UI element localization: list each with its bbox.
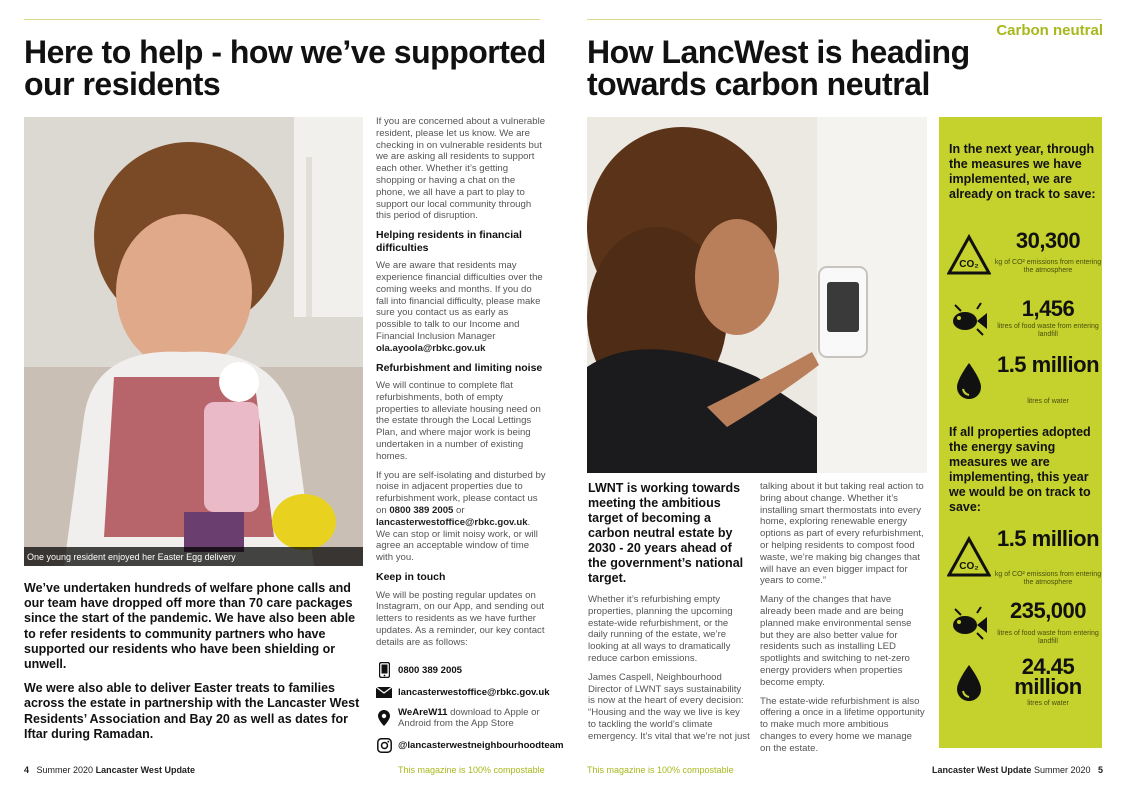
right-title-line1: How LancWest is heading <box>587 34 970 70</box>
left-page-title <box>24 36 554 100</box>
contact-instagram[interactable] <box>376 738 564 753</box>
child-easter-photo <box>24 117 363 566</box>
envelope-icon <box>376 687 392 698</box>
right-col2-paragraph-1: talking about it but taking real action to bring about change. Whether it’s installing smart thermostats into every home, exploring renewable energy options as part of every refurbishment, or helping residents to compost food waste, we’re making big changes that will have an even bigger impact for years to come.” <box>760 481 924 587</box>
child-illustration <box>24 117 363 566</box>
contact-list <box>376 662 564 753</box>
stat-value: 1.5 million <box>996 352 1100 377</box>
left-compost-note: This magazine is 100% compostable <box>398 765 545 775</box>
panel-heading-2: If all properties adopted the energy saving measures we are implementing, this year we would be on track to save: <box>949 425 1091 514</box>
left-lead-paragraph-2: We were also able to deliver Easter treats to families across the estate in partnership with the Lancaster West Residents’ Association and Bay 20 as well as dates for Iftar during Ramadan. <box>24 681 360 741</box>
section-tag: Carbon neutral <box>996 22 1103 39</box>
top-rule-right <box>587 19 1102 20</box>
instagram-icon <box>376 738 392 753</box>
stat-co2-year <box>947 225 1102 285</box>
right-title-line2: towards carbon neutral <box>587 66 930 102</box>
contact-app[interactable] <box>376 707 546 729</box>
fish-bones-icon <box>947 601 991 645</box>
right-page-title <box>587 36 1007 100</box>
stat-label: kg of CO² emissions from entering the atmosphere <box>994 571 1102 586</box>
stat-food-year <box>947 289 1097 349</box>
carbon-savings-panel <box>939 117 1102 748</box>
right-col1-paragraph-2: James Caspell, Neighbourhood Director of LWNT says sustainability is now at the heart of every decision: “Housing and the way we live is key to tackling the world’s climate emergency. It’s vital that we’re not just <box>588 671 750 742</box>
right-text-column-1 <box>588 594 750 750</box>
stat-label: litres of water <box>1027 700 1069 707</box>
stat-value: 30,300 <box>1015 228 1081 253</box>
co2-triangle-icon <box>947 233 991 277</box>
refurb-paragraph: We will continue to complete flat refurbishments, both of empty properties to alleviate housing need on the estate through the Local Lettings Plan, and where major work is being undertaken in a number of existing homes. <box>376 380 541 462</box>
left-text-column <box>376 116 564 762</box>
right-text-column-2 <box>760 481 925 762</box>
stat-water-year <box>947 351 1100 411</box>
left-title-line1: Here to help - how we’ve supported <box>24 34 546 70</box>
stat-co2-all <box>947 526 1102 587</box>
contact-email[interactable] <box>376 687 550 699</box>
financial-email-link[interactable]: ola.ayoola@rbkc.gov.uk <box>376 342 486 354</box>
fish-bones-icon <box>947 297 991 341</box>
heading-keep-in-touch: Keep in touch <box>376 571 446 583</box>
stat-food-all <box>947 593 1097 653</box>
panel-heading-1: In the next year, through the measures we have implemented, we are already on track to save: <box>949 142 1096 201</box>
stat-label: litres of water <box>1027 398 1069 405</box>
left-title-line2: our residents <box>24 66 221 102</box>
left-footer-pub: Lancaster West Update <box>95 765 195 775</box>
right-footer <box>932 765 1103 775</box>
touch-paragraph: We will be posting regular updates on Instagram, on our App, and sending out letters to residents as we have further updates. As a reminder, our key contact details are as follows: <box>376 589 545 648</box>
phone-icon <box>376 662 392 678</box>
contact-email-text: lancasterwestoffice@rbkc.gov.uk <box>398 687 550 699</box>
contact-app-desc: download to Apple or Android from the App Store <box>398 707 540 730</box>
stat-value: 235,000 <box>1009 598 1087 623</box>
right-page-number: 5 <box>1097 765 1103 775</box>
contact-phone-text: 0800 389 2005 <box>398 664 463 676</box>
right-footer-pub: Lancaster West Update <box>932 765 1032 775</box>
right-col1-paragraph-1: Whether it’s refurbishing empty properties, planning the upcoming estate-wide refurbishment, or the daily running of the estate, we’re looking at all ways to dramatically reduce carbon emissions. <box>588 594 733 664</box>
photo-caption: One young resident enjoyed her Easter Egg delivery <box>27 552 236 562</box>
svg-text:CO₂: CO₂ <box>959 259 979 270</box>
right-footer-issue: Summer 2020 <box>1033 765 1091 775</box>
woman-thermostat-illustration <box>587 117 927 473</box>
co2-triangle-icon <box>947 535 991 579</box>
stat-label: kg of CO² emissions from entering the atmosphere <box>994 259 1102 274</box>
contact-instagram-text: @lancasterwestneighbourhoodteam <box>398 740 564 752</box>
right-col2-paragraph-2: Many of the changes that have already been made and are being planned make environmental sense but they are also better value for residents such as installing LED spotlights and switching to net-zero energy providers when properties become empty. <box>760 594 912 688</box>
stat-label: litres of food waste from entering landfill <box>997 630 1099 645</box>
left-footer <box>24 765 195 775</box>
heading-refurb: Refurbishment and limiting noise <box>376 361 543 374</box>
stat-value: 1,456 <box>1021 296 1075 321</box>
left-footer-issue: Summer 2020 <box>36 765 94 775</box>
intro-paragraph: If you are concerned about a vulnerable resident, please let us know. We are checking in on vulnerable residents but we are asking all residents to support each other. Whether it’s getting shopping or having a chat on the phone, we all have a part to play to support our local community through this period of disruption. <box>376 116 546 222</box>
right-col2-paragraph-3: The estate-wide refurbishment is also offering a once in a lifetime opportunity to make much more ambitious changes to every home we manage on the estate. <box>760 695 925 754</box>
left-page-number: 4 <box>24 765 30 775</box>
contact-phone[interactable] <box>376 662 546 678</box>
water-drop-icon <box>947 359 991 403</box>
right-compost-note: This magazine is 100% compostable <box>587 765 734 775</box>
stat-label: litres of food waste from entering landfill <box>997 323 1099 338</box>
thermostat-photo <box>587 117 927 473</box>
svg-text:CO₂: CO₂ <box>959 561 979 572</box>
noise-paragraph: If you are self-isolating and disturbed by noise in adjacent properties due to refurbishment work, please contact us on 0800 389 2005 or lancasterwestoffice@rbkc.gov.uk. We can stop or limit noisy work, or will agree an acceptable window of time with you. <box>376 469 546 564</box>
noise-email-link[interactable]: lancasterwestoffice@rbkc.gov.uk <box>376 516 528 528</box>
left-lead-paragraph-1: We’ve undertaken hundreds of welfare phone calls and our team have dropped off more than 70 care packages since the start of the pandemic. We have also been able to refer residents to community partners who have supported our residents who have been shielding or unwell. <box>24 581 356 672</box>
water-drop-icon <box>947 661 991 705</box>
stat-value: 24.45 million <box>1014 654 1082 699</box>
location-pin-icon <box>376 710 392 726</box>
heading-financial: Helping residents in financial difficulties <box>376 229 522 254</box>
top-rule-left <box>24 19 540 20</box>
financial-paragraph: We are aware that residents may experience financial difficulties over the coming weeks and months. If you do fall into financial difficulty, please make sure you contact us as early as possible to talk to our Income and Financial Inclusion Manager ola.ayoola@rbkc.gov.uk <box>376 260 543 354</box>
stat-value: 1.5 million <box>996 526 1100 551</box>
contact-app-name: WeAreW11 <box>398 707 448 719</box>
left-lead <box>24 581 364 751</box>
noise-phone[interactable]: 0800 389 2005 <box>389 505 454 517</box>
stat-water-all <box>947 653 1097 713</box>
right-lead: LWNT is working towards meeting the ambitious target of becoming a carbon neutral estate by 2030 - 20 years ahead of the government’s national target. <box>588 481 744 585</box>
photo-caption-bar <box>24 547 363 566</box>
